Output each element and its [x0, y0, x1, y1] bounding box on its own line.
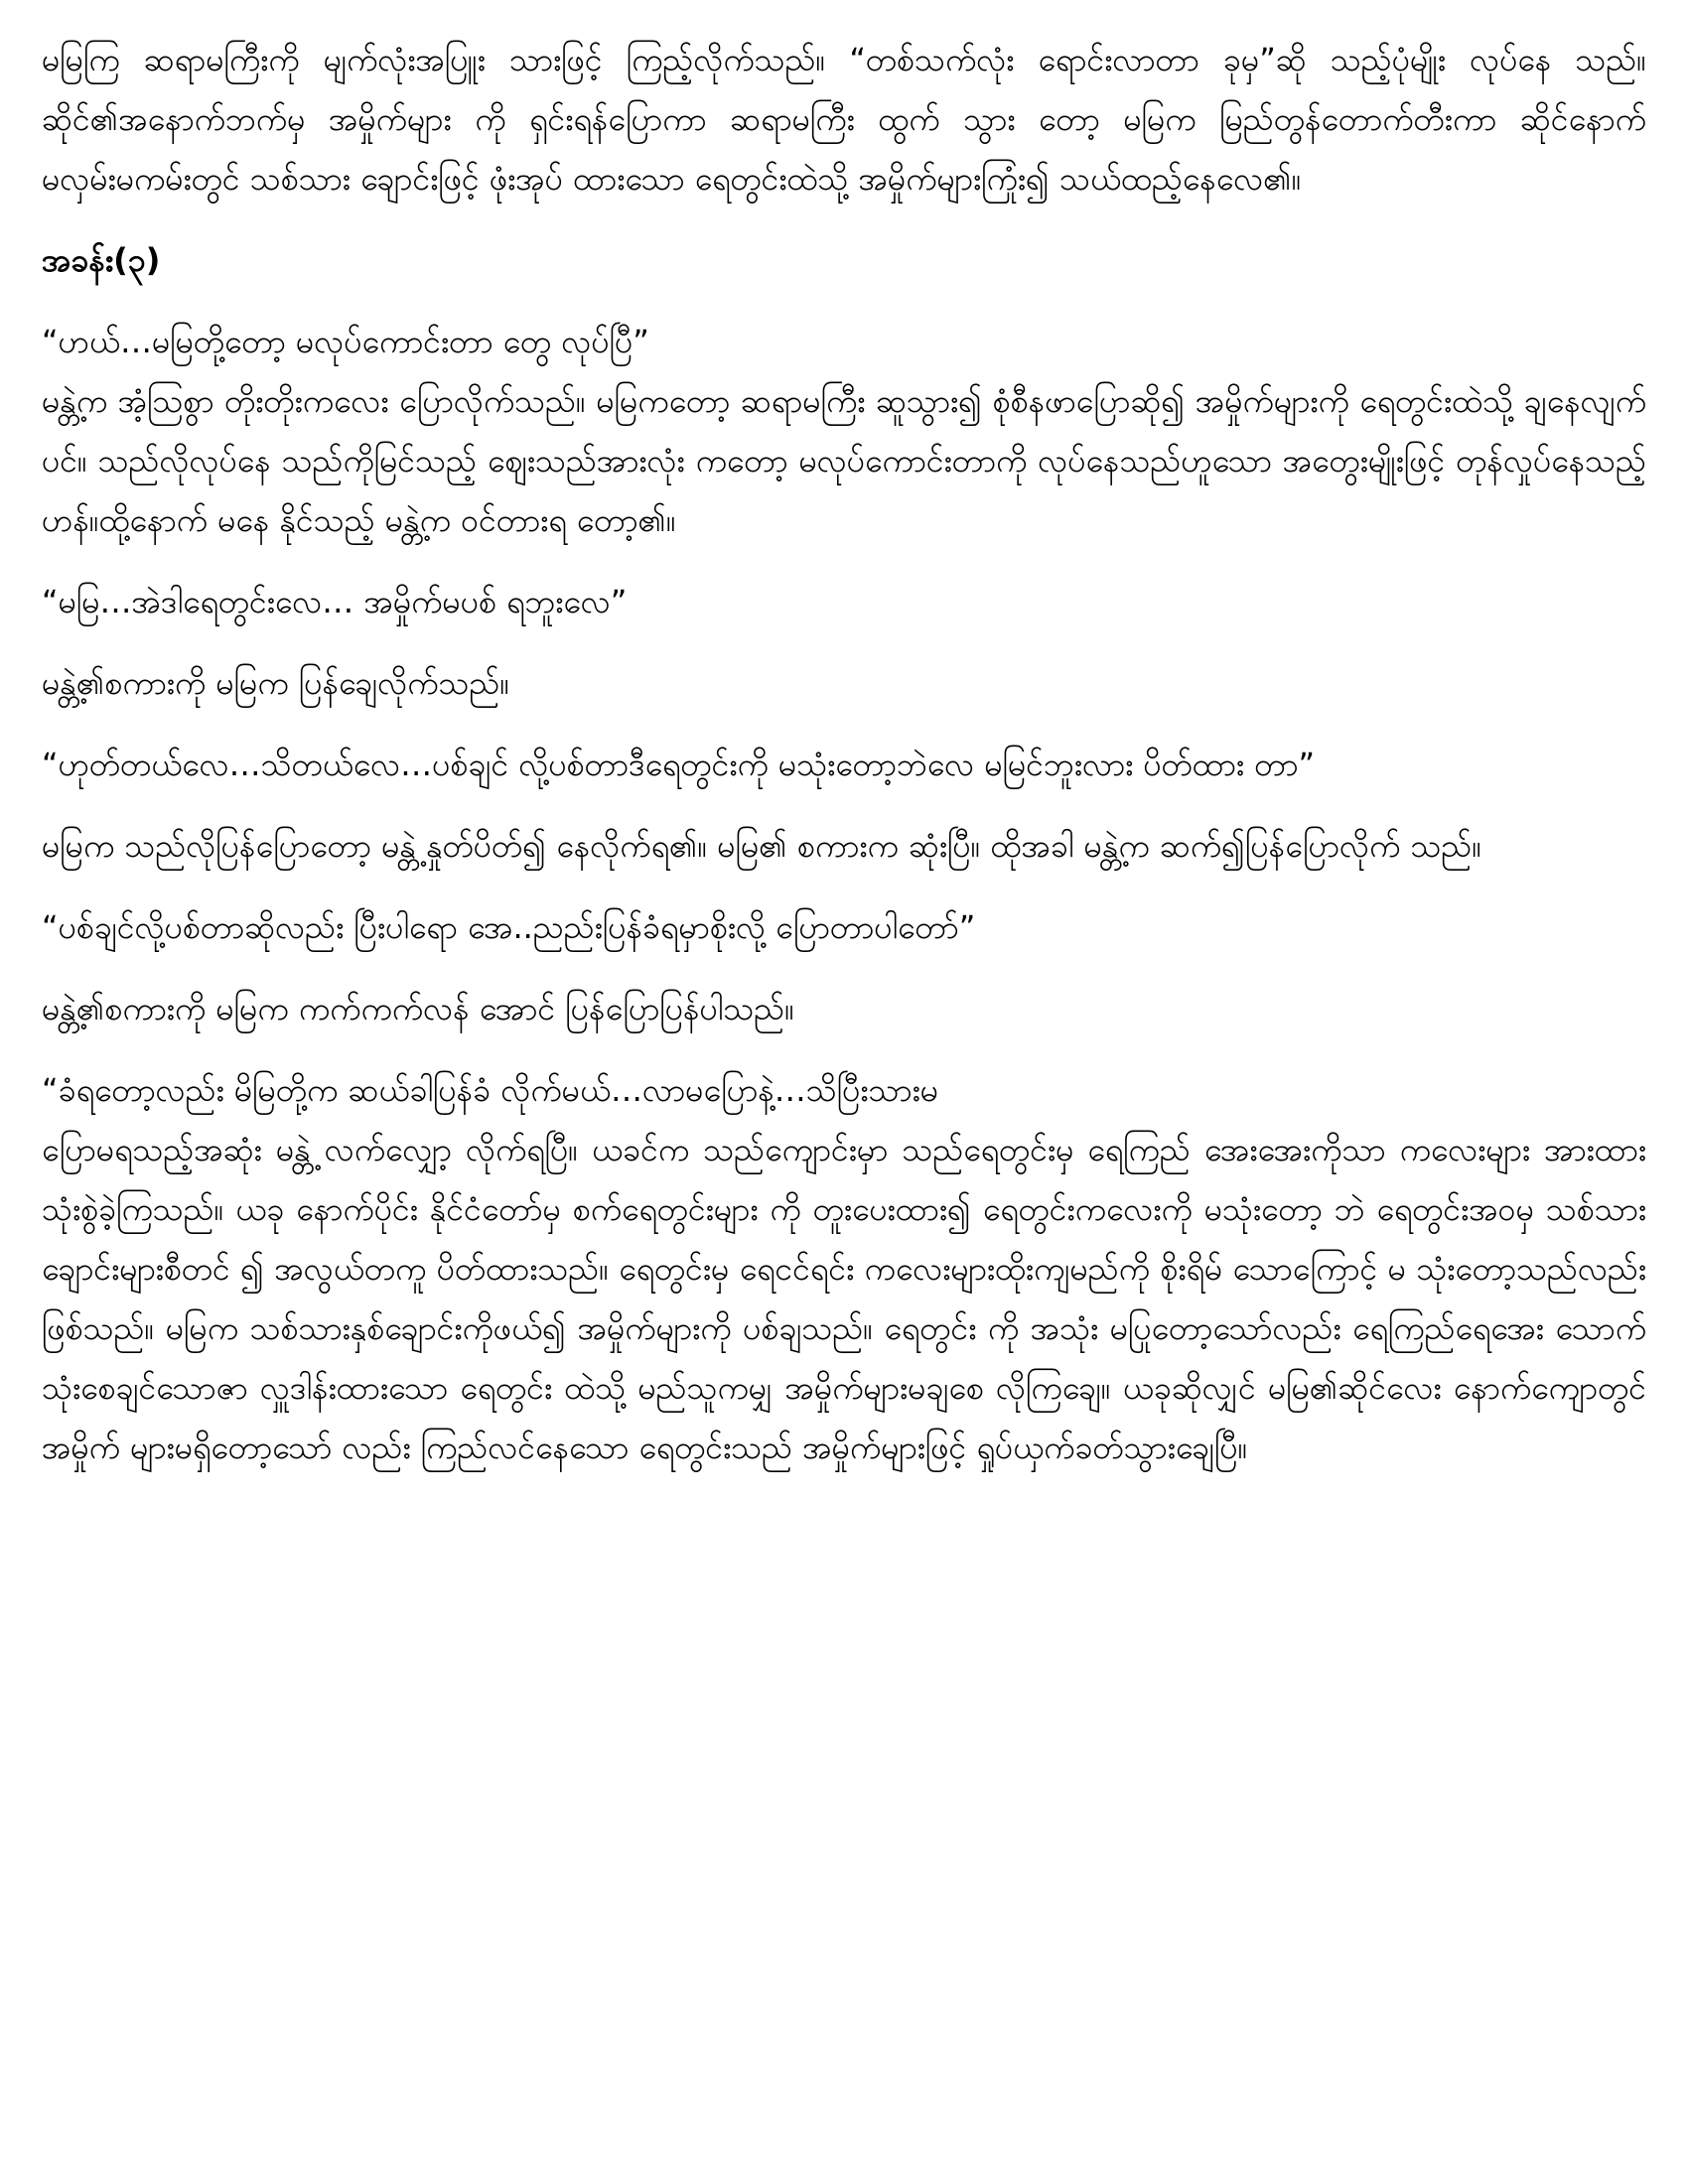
paragraph-opening: မမြကြ ဆရာမကြီးကို မျက်လုံးအပြူး သားဖြင့် ကြည့်လိုက်သည်။ “တစ်သက်လုံး ရောင်းလာတာ ခုမှ”ဆို သည့်ပုံမျိုး လုပ်နေ သည်။ ဆိုင်၏အနောက်ဘက်မှ အမှိုက်များ ကို ရှင်းရန်ပြောကာ ဆရာမကြီး ထွက် သွား တော့ မမြက မြည်တွန်တောက်တီးကာ ဆိုင်နောက် မလှမ်းမကမ်းတွင် သစ်သား ချောင်းဖြင့် ဖုံးအုပ် ထားသော ရေတွင်းထဲသို့ အမှိုက်များကြုံး၍ သယ်ထည့်နေလေ၏။ — [42, 41, 1646, 198]
paragraph: မမြက သည်လိုပြန်ပြောတော့ မန္တဲ့ နှုတ်ပိတ်၍ နေလိုက်ရ၏။ မမြ၏ စကားက ဆုံးပြီ။ ထိုအခါ မန္တဲ့က ဆက်၍ပြန်ပြောလိုက် သည်။ — [42, 827, 1482, 865]
paragraph-closing: ပြောမရသည့်အဆုံး မန္တဲ့ လက်လျှော့ လိုက်ရပြီ။ ယခင်က သည်ကျောင်းမှာ သည်ရေတွင်းမှ ရေကြည် အေးအေးကိုသာ ကလေးများ အားထားသုံးစွဲခဲ့ကြသည်။ ယခု နောက်ပိုင်း နိုင်ငံတော်မှ စက်ရေတွင်းများ ကို တူးပေးထား၍ ရေတွင်းကလေးကို မသုံးတော့ ဘဲ ရေတွင်းအဝမှ သစ်သားချောင်းများစီတင် ၍ အလွယ်တကူ ပိတ်ထားသည်။ ရေတွင်းမှ ရေငင်ရင်း ကလေးများထိုးကျမည်ကို စိုးရိမ် သောကြောင့် မ သုံးတော့သည်လည်း ဖြစ်သည်။ မမြက သစ်သားနှစ်ချောင်းကိုဖယ်၍ အမှိုက်များကို ပစ်ချသည်။ ရေတွင်း ကို အသုံး မပြုတော့သော်လည်း ရေကြည်ရေအေး သောက်သုံးစေချင်သောဇာ လှူဒါန်းထားသော ရေတွင်း ထဲသို့ မည်သူကမျှ အမှိုက်များမချစေ လိုကြချေ။ ယခုဆိုလျှင် မမြ၏ဆိုင်လေး နောက်ကျောတွင် အမှိုက် များမရှိတော့သော် လည်း ကြည်လင်နေသော ရေတွင်းသည် အမှိုက်များဖြင့် ရှုပ်ယှက်ခတ်သွားချေပြီ။ — [42, 1131, 1647, 1466]
paragraph: မန္တဲ့က အံ့ဩစွာ တိုးတိုးကလေး ပြောလိုက်သည်။ မမြကတော့ ဆရာမကြီး ဆူသွား၍ စုံစီနဖာပြောဆို၍ အမှိုက်များကို ရေတွင်းထဲသို့ ချနေလျက်ပင်။ သည်လိုလုပ်နေ သည်ကိုမြင်သည့် ဈေးသည်အားလုံး ကတော့ မလုပ်ကောင်းတာကို လုပ်နေသည်ဟူသော အတွေးမျိုးဖြင့် တုန်လှုပ်နေသည့်ဟန်။ထို့နောက် မနေ နိုင်သည့် မန္တဲ့က ဝင်တားရ တော့၏။ — [42, 382, 1646, 539]
dialogue-line: “ခံရတော့လည်း မိမြတို့က ဆယ်ခါပြန်ခံ လိုက်မယ်…လာမပြောနဲ့…သိပြီးသားမ — [42, 1071, 938, 1109]
document-page — [42, 30, 1646, 1499]
dialogue-line: “ဟယ်…မမြတို့တော့ မလုပ်ကောင်းတာ တွေ လုပ်ပြီ” — [42, 323, 649, 360]
paragraph: မန္တဲ့၏စကားကို မမြက ကက်ကက်လန် အောင် ပြန်ပြောပြန်ပါသည်။ — [42, 990, 794, 1027]
chapter-heading: အခန်း(၃) — [42, 241, 161, 279]
dialogue-line: “မမြ…အဲဒါရေတွင်းလေ… အမှိုက်မပစ် ရဘူးလေ” — [42, 583, 628, 620]
paragraph: မန္တဲ့၏စကားကို မမြက ပြန်ချေလိုက်သည်။ — [42, 664, 510, 702]
dialogue-line: “ဟုတ်တယ်လေ…သိတယ်လေ…ပစ်ချင် လို့ပစ်တာဒီရေတွင်းကို မသုံးတော့ဘဲလေ မမြင်ဘူးလား ပိတ်ထား တာ” — [42, 746, 1316, 783]
dialogue-line: “ပစ်ချင်လို့ပစ်တာဆိုလည်း ပြီးပါရော အေ..ညည်းပြန်ခံရမှာစိုးလို့ ပြောတာပါတော်” — [42, 908, 976, 946]
